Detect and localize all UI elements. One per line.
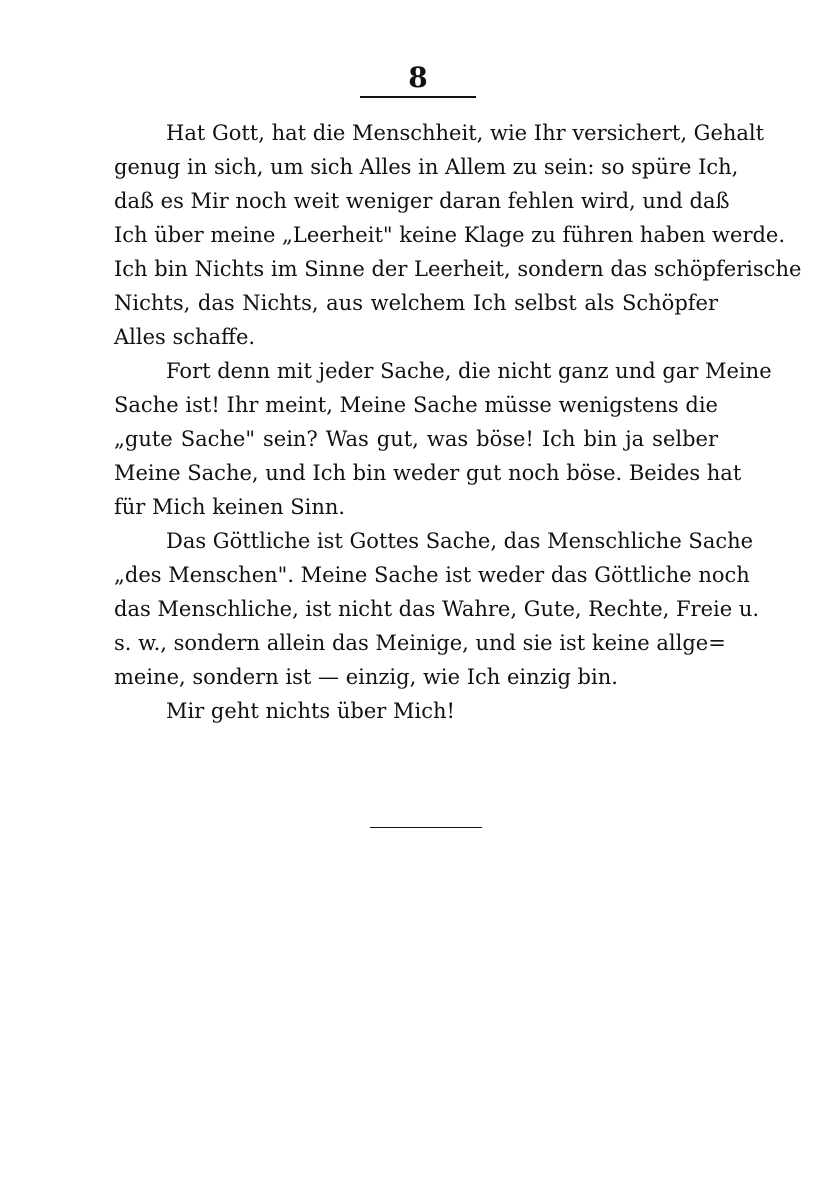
paragraph-3 [114,524,760,694]
text-line: genug in sich, um sich Alles in Allem zu sein: so spüre Ich, [114,155,739,179]
text-line: Sache ist! Ihr meint, Meine Sache müsse wenigstens die [114,393,718,417]
text-line: Fort denn mit jeder Sache, die nicht ganz und gar Meine [166,359,772,383]
page-number-rule [360,96,476,98]
paragraph-4 [114,694,718,728]
paragraph-2 [114,354,772,524]
text-line: Das Göttliche ist Gottes Sache, das Menschliche Sache [166,529,754,553]
text-line: Ich bin Nichts im Sinne der Leerheit, sondern das schöpferische [114,257,802,281]
text-line: Meine Sache, und Ich bin weder gut noch böse. Beides hat [114,461,742,485]
text-line: Hat Gott, hat die Menschheit, wie Ihr versichert, Gehalt [166,121,765,145]
text-line: daß es Mir noch weit weniger daran fehlen wird, und daß [114,189,730,213]
paragraph-1 [114,116,802,354]
end-rule [370,827,482,828]
text-line: Nichts, das Nichts, aus welchem Ich selbst als Schöpfer [114,291,718,315]
text-line: „des Menschen". Meine Sache ist weder das Göttliche noch [114,563,750,587]
text-line: Mir geht nichts über Mich! [166,699,455,723]
body-text [114,116,802,728]
text-line: Alles schaffe. [114,325,256,349]
text-line: s. w., sondern allein das Meinige, und sie ist keine allge= [114,631,726,655]
text-line: für Mich keinen Sinn. [114,495,346,519]
text-line: das Menschliche, ist nicht das Wahre, Gute, Rechte, Freie u. [114,597,760,621]
text-line: Ich über meine „Leerheit" keine Klage zu führen haben werde. [114,223,786,247]
page-number: 8 [408,61,428,94]
text-line: „gute Sache" sein? Was gut, was böse! Ich bin ja selber [114,427,718,451]
text-line: meine, sondern ist — einzig, wie Ich einzig bin. [114,665,618,689]
